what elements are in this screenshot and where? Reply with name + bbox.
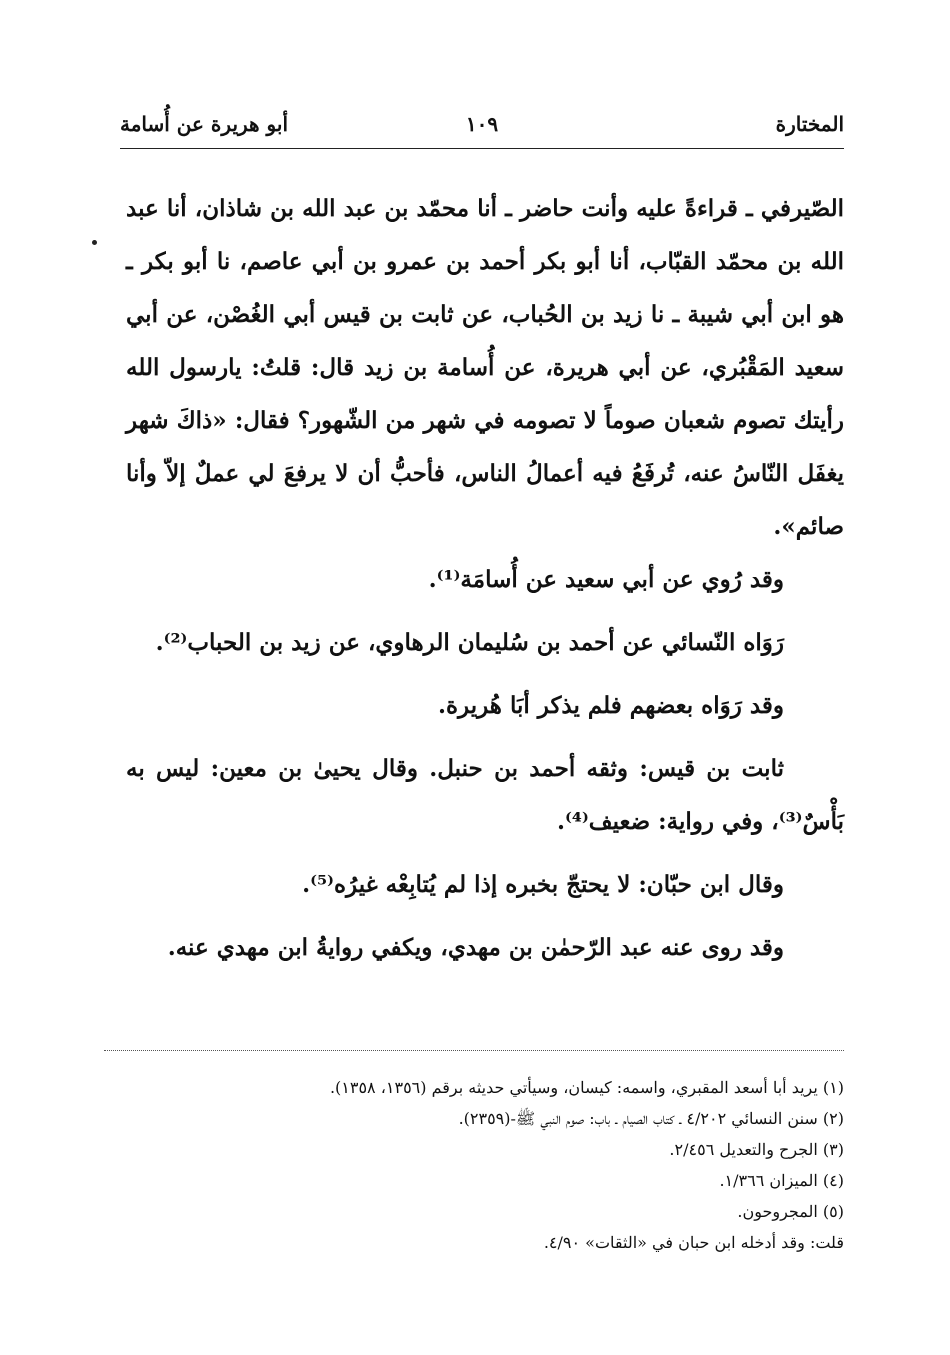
footnote-2: (٢) سنن النسائي ٤/٢٠٢ ـ كتاب الصيام ـ باب: صوم النبي ﷺ-(٢٣٥٩). — [458, 1109, 844, 1128]
paragraph-thabit: ثابت بن قيس: وثقه أحمد بن حنبل. وقال يحيىٰ بن معين: ليس به بَأْسٌ⁽³⁾، وفي رواية: ضعيف⁽⁴⁾. — [126, 755, 844, 835]
main-text — [126, 182, 844, 974]
margin-dot — [92, 240, 97, 245]
page-number: ١٠٩ — [465, 112, 499, 136]
paragraph-ibn-hibban: وقال ابن حبّان: لا يحتجّ بخبره إذا لم يُتابِعْه غيرُه⁽⁵⁾. — [302, 871, 784, 898]
footnote-4: (٤) الميزان ١/٣٦٦. — [719, 1171, 844, 1190]
footnote-comment: قلت: وقد أدخله ابن حبان في «الثقات» ٤/٩٠. — [543, 1233, 844, 1252]
paragraph-hadith: الصّيرفي ـ قراءةً عليه وأنت حاضر ـ أنا محمّد بن عبد الله بن شاذان، أنا عبد الله بن محمّد القبّاب، أنا أبو بكر أحمد بن عمرو بن أبي عاصم، نا أبو بكر ـ هو ابن أبي شيبة ـ نا زيد بن الحُباب، عن ثابت بن قيس أبي الغُصْن، عن أبي سعيد المَقْبُري، عن أبي هريرة، عن أُسامة بن زيد قال: قلتُ: يارسول الله رأيتك تصوم شعبان صوماً لا تصومه في شهر من الشّهور؟ فقال: «ذاكَ شهر يغفَل النّاسُ عنه، تُرفَعُ فيه أعمالُ الناس، فأحبُّ أن لا يرفعَ لي عملٌ إلاّ وأنا صائم». — [126, 195, 844, 540]
footnotes — [160, 1072, 844, 1258]
book-title: المختارة — [775, 112, 844, 136]
section-title: أبو هريرة عن أُسامة — [120, 112, 289, 136]
header-rule — [120, 148, 844, 149]
footnote-3: (٣) الجرح والتعديل ٢/٤٥٦. — [669, 1140, 844, 1159]
paragraph-ibn-mahdi: وقد روى عنه عبد الرّحمٰن بن مهدي، ويكفي روايةُ ابن مهدي عنه. — [167, 934, 784, 961]
paragraph-narration-note: وقد رُوي عن أبي سعيد عن أُسامَة⁽¹⁾. — [428, 566, 784, 593]
footnote-5: (٥) المجروحون. — [737, 1202, 844, 1221]
paragraph-nasai: رَوَاه النّسائي عن أحمد بن سُليمان الرهاوي، عن زيد بن الحباب⁽²⁾. — [155, 629, 784, 656]
footnote-1: (١) يريد أبا أسعد المقبري، واسمه: كيسان، وسيأتي حديثه برقم (١٣٥٦، ١٣٥٨). — [329, 1078, 844, 1097]
running-header — [120, 112, 844, 146]
paragraph-omission: وقد رَوَاه بعضهم فلم يذكر أبَا هُريرة. — [437, 692, 784, 719]
footnote-separator — [104, 1050, 844, 1051]
